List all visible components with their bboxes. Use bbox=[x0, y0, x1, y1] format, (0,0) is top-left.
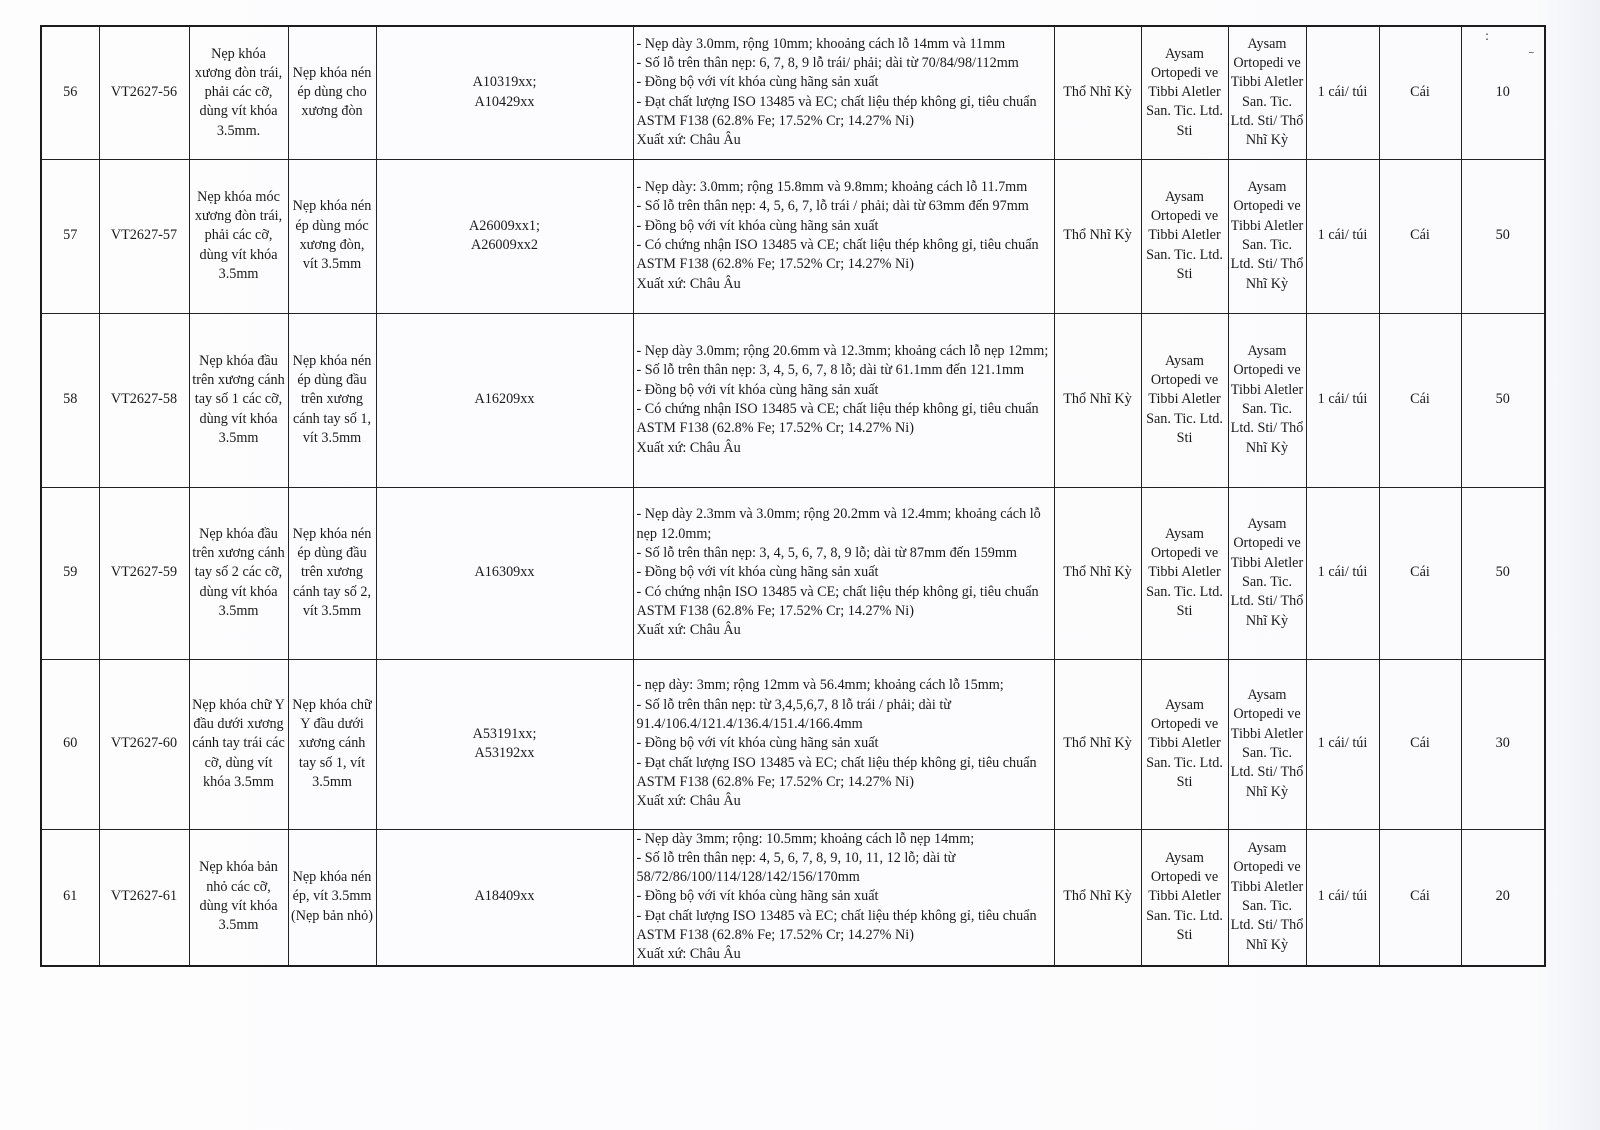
item-name-bid-cell bbox=[189, 487, 288, 659]
quantity-text: 50 bbox=[1495, 227, 1510, 244]
manufacturer-text: Aysam Ortopedi ve Tibbi Aletler San. Tic. Ltd. Sti bbox=[1146, 696, 1223, 790]
quantity-cell bbox=[1461, 487, 1545, 659]
technical-specs-cell bbox=[633, 829, 1054, 966]
packing-cell bbox=[1306, 659, 1379, 829]
packing-cell bbox=[1306, 159, 1379, 313]
item-name-common-text: Nẹp khóa nén ép dùng đầu trên xương cánh tay số 2, vít 3.5mm bbox=[292, 525, 372, 619]
item-name-common-cell bbox=[288, 487, 376, 659]
technical-specs-cell bbox=[633, 659, 1054, 829]
spec-line: Xuất xứ: Châu Âu bbox=[636, 793, 741, 810]
spec-line: - Đạt chất lượng ISO 13485 và EC; chất liệu thép không gỉ, tiêu chuẩn ASTM F138 (62.8% Fe; 17.52% Cr; 14.27% Ni) bbox=[636, 754, 1037, 790]
spec-line: - Có chứng nhận ISO 13485 và CE; chất liệu thép không gỉ, tiêu chuẩn ASTM F138 (62.8% Fe; 17.52% Cr; 14.27% Ni) bbox=[636, 401, 1039, 437]
unit-cell bbox=[1379, 26, 1461, 159]
unit-text: Cái bbox=[1410, 888, 1430, 905]
unit-text: Cái bbox=[1410, 735, 1430, 752]
item-name-bid-text: Nẹp khóa xương đòn trái, phải các cỡ, dùng vít khóa 3.5mm. bbox=[194, 45, 283, 139]
item-name-bid-text: Nẹp khóa đầu trên xương cánh tay số 1 các cỡ, dùng vít khóa 3.5mm bbox=[192, 352, 285, 446]
row-number-text: 56 bbox=[63, 84, 78, 101]
item-name-common-text: Nẹp khóa nén ép dùng móc xương đòn, vít 3.5mm bbox=[292, 198, 372, 273]
spec-line: - Đạt chất lượng ISO 13485 và EC; chất liệu thép không gỉ, tiêu chuẩn ASTM F138 (62.8% Fe; 17.52% Cr; 14.27% Ni) bbox=[636, 907, 1037, 943]
technical-specs-cell bbox=[633, 159, 1054, 313]
item-name-bid-cell bbox=[189, 159, 288, 313]
unit-cell bbox=[1379, 829, 1461, 966]
spec-line: - Nẹp dày 3.0mm; rộng 20.6mm và 12.3mm; khoảng cách lỗ nẹp 12mm; bbox=[636, 343, 1049, 360]
spec-line: - Số lỗ trên thân nẹp: 4, 5, 6, 7, lỗ trái / phải; dài từ 63mm đến 97mm bbox=[636, 198, 1029, 215]
spec-line: - Có chứng nhận ISO 13485 và CE; chất liệu thép không gỉ, tiêu chuẩn ASTM F138 (62.8% Fe; 17.52% Cr; 14.27% Ni) bbox=[636, 237, 1039, 273]
item-name-bid-text: Nẹp khóa chữ Y đầu dưới xương cánh tay trái các cỡ, dùng vít khóa 3.5mm bbox=[192, 696, 285, 790]
technical-specs-cell bbox=[633, 26, 1054, 159]
table-body bbox=[41, 26, 1545, 966]
owner-country-text: Aysam Ortopedi ve Tibbi Aletler San. Tic. Ltd. Sti/ Thổ Nhĩ Kỳ bbox=[1230, 35, 1304, 149]
model-code-text: A16209xx bbox=[474, 391, 535, 408]
origin-country-cell bbox=[1054, 487, 1141, 659]
item-code-cell bbox=[99, 487, 189, 659]
owner-country-cell bbox=[1228, 313, 1306, 487]
origin-country-cell bbox=[1054, 829, 1141, 966]
packing-text: 1 cái/ túi bbox=[1317, 391, 1368, 408]
item-name-common-cell bbox=[288, 159, 376, 313]
spec-line: - Số lỗ trên thân nẹp: 6, 7, 8, 9 lỗ trái/ phải; dài từ 70/84/98/112mm bbox=[636, 55, 1019, 72]
origin-country-cell bbox=[1054, 159, 1141, 313]
spec-line: - Đồng bộ với vít khóa cùng hãng sản xuất bbox=[636, 74, 879, 91]
model-code-text: A18409xx bbox=[474, 888, 535, 905]
manufacturer-text: Aysam Ortopedi ve Tibbi Aletler San. Tic. Ltd. Sti bbox=[1146, 45, 1223, 139]
spec-line: Xuất xứ: Châu Âu bbox=[636, 275, 741, 292]
origin-country-text: Thổ Nhĩ Kỳ bbox=[1063, 84, 1132, 101]
spec-line: - Có chứng nhận ISO 13485 và CE; chất liệu thép không gỉ, tiêu chuẩn ASTM F138 (62.8% Fe; 17.52% Cr; 14.27% Ni) bbox=[636, 583, 1039, 619]
spec-line: - Đồng bộ với vít khóa cùng hãng sản xuất bbox=[636, 381, 879, 398]
model-code-text: A26009xx1; A26009xx2 bbox=[469, 217, 540, 253]
quantity-text: 50 bbox=[1495, 564, 1510, 581]
table-row bbox=[41, 159, 1545, 313]
row-number-text: 58 bbox=[63, 391, 78, 408]
unit-cell bbox=[1379, 659, 1461, 829]
owner-country-text: Aysam Ortopedi ve Tibbi Aletler San. Tic. Ltd. Sti/ Thổ Nhĩ Kỳ bbox=[1230, 687, 1304, 800]
packing-text: 1 cái/ túi bbox=[1317, 564, 1368, 581]
spec-line: - Số lỗ trên thân nẹp: từ 3,4,5,6,7, 8 lỗ trái / phải; dài từ 91.4/106.4/121.4/136.4/151.4/166.4mm bbox=[636, 696, 951, 733]
table-row bbox=[41, 487, 1545, 659]
row-number-cell bbox=[41, 487, 99, 659]
item-code-cell bbox=[99, 829, 189, 966]
unit-text: Cái bbox=[1410, 227, 1430, 244]
item-code-text: VT2627-59 bbox=[110, 564, 178, 581]
table-row bbox=[41, 313, 1545, 487]
manufacturer-cell bbox=[1141, 659, 1228, 829]
table-row bbox=[41, 659, 1545, 829]
origin-country-text: Thổ Nhĩ Kỳ bbox=[1063, 564, 1132, 581]
spec-line: - Số lỗ trên thân nẹp: 3, 4, 5, 6, 7, 8 lỗ; dài từ 61.1mm đến 121.1mm bbox=[636, 362, 1025, 379]
quantity-text: 10 bbox=[1495, 84, 1510, 101]
model-code-text: A16309xx bbox=[474, 564, 535, 581]
row-number-cell bbox=[41, 159, 99, 313]
table-row bbox=[41, 26, 1545, 159]
unit-cell bbox=[1379, 487, 1461, 659]
manufacturer-text: Aysam Ortopedi ve Tibbi Aletler San. Tic. Ltd. Sti bbox=[1146, 188, 1223, 282]
row-number-cell bbox=[41, 26, 99, 159]
item-name-common-text: Nẹp khóa chữ Y đầu dưới xương cánh tay số 1, vít 3.5mm bbox=[292, 696, 372, 790]
unit-text: Cái bbox=[1410, 564, 1430, 581]
spec-line: Xuất xứ: Châu Âu bbox=[636, 622, 741, 639]
manufacturer-cell bbox=[1141, 313, 1228, 487]
item-name-bid-cell bbox=[189, 659, 288, 829]
spec-line: - Nẹp dày 3mm; rộng: 10.5mm; khoảng cách lỗ nẹp 14mm; bbox=[636, 830, 975, 847]
item-name-common-cell bbox=[288, 26, 376, 159]
manufacturer-text: Aysam Ortopedi ve Tibbi Aletler San. Tic. Ltd. Sti bbox=[1146, 525, 1223, 619]
spec-line: - Số lỗ trên thân nẹp: 4, 5, 6, 7, 8, 9, 10, 11, 12 lỗ; dài từ 58/72/86/100/114/128/142/156/170mm bbox=[636, 849, 956, 886]
item-name-bid-text: Nẹp khóa móc xương đòn trái, phải các cỡ, dùng vít khóa 3.5mm bbox=[194, 188, 283, 282]
model-code-cell bbox=[376, 659, 633, 829]
spec-line: - Đồng bộ với vít khóa cùng hãng sản xuất bbox=[636, 217, 879, 234]
quantity-cell bbox=[1461, 313, 1545, 487]
origin-country-cell bbox=[1054, 313, 1141, 487]
item-name-bid-text: Nẹp khóa đầu trên xương cánh tay số 2 các cỡ, dùng vít khóa 3.5mm bbox=[192, 525, 285, 619]
origin-country-text: Thổ Nhĩ Kỳ bbox=[1063, 391, 1132, 408]
quantity-cell bbox=[1461, 659, 1545, 829]
packing-cell bbox=[1306, 26, 1379, 159]
item-name-bid-cell bbox=[189, 829, 288, 966]
manufacturer-text: Aysam Ortopedi ve Tibbi Aletler San. Tic. Ltd. Sti bbox=[1146, 849, 1223, 943]
owner-country-cell bbox=[1228, 487, 1306, 659]
model-code-text: A53191xx; A53192xx bbox=[472, 725, 537, 761]
owner-country-cell bbox=[1228, 26, 1306, 159]
manufacturer-cell bbox=[1141, 487, 1228, 659]
packing-cell bbox=[1306, 829, 1379, 966]
item-name-common-text: Nẹp khóa nén ép dùng cho xương đòn bbox=[292, 64, 372, 120]
item-name-common-text: Nẹp khóa nén ép, vít 3.5mm (Nẹp bản nhỏ) bbox=[291, 869, 373, 924]
row-number-cell bbox=[41, 659, 99, 829]
item-name-common-text: Nẹp khóa nén ép dùng đầu trên xương cánh tay số 1, vít 3.5mm bbox=[292, 352, 372, 446]
item-code-text: VT2627-60 bbox=[110, 735, 178, 752]
quantity-text: 30 bbox=[1495, 735, 1510, 752]
stray-colon-mark: : bbox=[1485, 29, 1490, 43]
technical-specs-cell bbox=[633, 313, 1054, 487]
stray-corner-mark: ~ bbox=[1528, 48, 1535, 57]
item-name-common-cell bbox=[288, 829, 376, 966]
item-code-text: VT2627-56 bbox=[110, 84, 178, 101]
quantity-cell bbox=[1461, 159, 1545, 313]
item-code-text: VT2627-58 bbox=[110, 391, 178, 408]
model-code-cell bbox=[376, 159, 633, 313]
unit-text: Cái bbox=[1410, 84, 1430, 101]
origin-country-text: Thổ Nhĩ Kỳ bbox=[1063, 735, 1132, 752]
spec-line: - Nẹp dày 2.3mm và 3.0mm; rộng 20.2mm và 12.4mm; khoảng cách lỗ nẹp 12.0mm; bbox=[636, 506, 1041, 542]
model-code-cell bbox=[376, 487, 633, 659]
spec-line: - Số lỗ trên thân nẹp: 3, 4, 5, 6, 7, 8, 9 lỗ; dài từ 87mm đến 159mm bbox=[636, 545, 1017, 562]
packing-cell bbox=[1306, 487, 1379, 659]
item-code-cell bbox=[99, 659, 189, 829]
packing-text: 1 cái/ túi bbox=[1317, 84, 1368, 101]
item-name-bid-cell bbox=[189, 26, 288, 159]
item-name-bid-text: Nẹp khóa bản nhỏ các cỡ, dùng vít khóa 3.5mm bbox=[199, 859, 278, 934]
item-code-text: VT2627-57 bbox=[110, 227, 178, 244]
origin-country-text: Thổ Nhĩ Kỳ bbox=[1063, 888, 1132, 905]
spec-line: - Đồng bộ với vít khóa cùng hãng sản xuất bbox=[636, 735, 879, 752]
packing-text: 1 cái/ túi bbox=[1317, 227, 1368, 244]
owner-country-cell bbox=[1228, 659, 1306, 829]
item-code-text: VT2627-61 bbox=[110, 888, 178, 905]
row-number-text: 57 bbox=[63, 227, 78, 244]
owner-country-text: Aysam Ortopedi ve Tibbi Aletler San. Tic. Ltd. Sti/ Thổ Nhĩ Kỳ bbox=[1230, 840, 1304, 953]
model-code-cell bbox=[376, 26, 633, 159]
row-number-text: 61 bbox=[63, 888, 78, 905]
unit-text: Cái bbox=[1410, 391, 1430, 408]
model-code-cell bbox=[376, 829, 633, 966]
unit-cell bbox=[1379, 159, 1461, 313]
spec-line: - Đạt chất lượng ISO 13485 và EC; chất liệu thép không gỉ, tiêu chuẩn ASTM F138 (62.8% Fe; 17.52% Cr; 14.27% Ni) bbox=[636, 93, 1037, 130]
item-name-common-cell bbox=[288, 313, 376, 487]
quantity-cell bbox=[1461, 829, 1545, 966]
item-code-cell bbox=[99, 26, 189, 159]
quantity-text: 20 bbox=[1495, 888, 1510, 905]
owner-country-cell bbox=[1228, 829, 1306, 966]
spec-line: Xuất xứ: Châu Âu bbox=[636, 439, 741, 456]
item-name-bid-cell bbox=[189, 313, 288, 487]
spec-line: Xuất xứ: Châu Âu bbox=[636, 132, 741, 149]
manufacturer-cell bbox=[1141, 829, 1228, 966]
model-code-cell bbox=[376, 313, 633, 487]
row-number-text: 59 bbox=[63, 564, 78, 581]
spec-line: Xuất xứ: Châu Âu bbox=[636, 946, 741, 963]
quantity-text: 50 bbox=[1495, 391, 1510, 408]
manufacturer-cell bbox=[1141, 159, 1228, 313]
packing-text: 1 cái/ túi bbox=[1317, 888, 1368, 905]
row-number-text: 60 bbox=[63, 735, 78, 752]
owner-country-cell bbox=[1228, 159, 1306, 313]
owner-country-text: Aysam Ortopedi ve Tibbi Aletler San. Tic. Ltd. Sti/ Thổ Nhĩ Kỳ bbox=[1230, 179, 1304, 292]
row-number-cell bbox=[41, 829, 99, 966]
item-code-cell bbox=[99, 159, 189, 313]
spec-line: - Đồng bộ với vít khóa cùng hãng sản xuất bbox=[636, 564, 879, 581]
spec-line: - Nẹp dày: 3.0mm; rộng 15.8mm và 9.8mm; khoảng cách lỗ 11.7mm bbox=[636, 179, 1028, 196]
unit-cell bbox=[1379, 313, 1461, 487]
spec-line: - Đồng bộ với vít khóa cùng hãng sản xuất bbox=[636, 888, 879, 905]
spec-line: - Nẹp dày 3.0mm, rộng 10mm; khooảng cách lỗ 14mm và 11mm bbox=[636, 35, 1006, 52]
model-code-text: A10319xx; A10429xx bbox=[472, 74, 537, 110]
item-name-common-cell bbox=[288, 659, 376, 829]
quantity-cell bbox=[1461, 26, 1545, 159]
manufacturer-cell bbox=[1141, 26, 1228, 159]
origin-country-cell bbox=[1054, 26, 1141, 159]
technical-specs-cell bbox=[633, 487, 1054, 659]
row-number-cell bbox=[41, 313, 99, 487]
packing-cell bbox=[1306, 313, 1379, 487]
owner-country-text: Aysam Ortopedi ve Tibbi Aletler San. Tic. Ltd. Sti/ Thổ Nhĩ Kỳ bbox=[1230, 516, 1304, 629]
origin-country-cell bbox=[1054, 659, 1141, 829]
origin-country-text: Thổ Nhĩ Kỳ bbox=[1063, 227, 1132, 244]
table-row bbox=[41, 829, 1545, 966]
packing-text: 1 cái/ túi bbox=[1317, 735, 1368, 752]
manufacturer-text: Aysam Ortopedi ve Tibbi Aletler San. Tic. Ltd. Sti bbox=[1146, 352, 1223, 446]
spec-table bbox=[40, 25, 1546, 967]
owner-country-text: Aysam Ortopedi ve Tibbi Aletler San. Tic. Ltd. Sti/ Thổ Nhĩ Kỳ bbox=[1230, 343, 1304, 456]
spec-line: - nẹp dày: 3mm; rộng 12mm và 56.4mm; khoảng cách lỗ 15mm; bbox=[636, 677, 1004, 694]
item-code-cell bbox=[99, 313, 189, 487]
